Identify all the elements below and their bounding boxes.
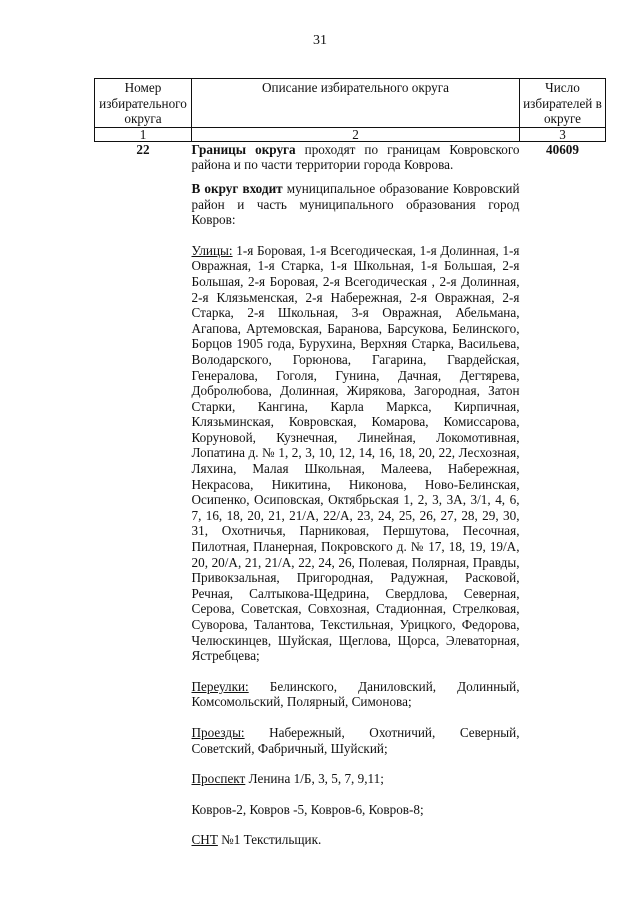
lanes-text: Белинского, Даниловский, Долинный, Комсомольский, Полярный, Симонова; xyxy=(191,678,520,710)
snt-label: СНТ xyxy=(191,832,218,848)
avenue-paragraph xyxy=(192,771,520,787)
streets-label: Улицы: xyxy=(191,242,233,258)
district-number: 22 xyxy=(136,141,150,157)
kovrov-paragraph: Ковров-2, Ковров -5, Ковров-6, Ковров-8; xyxy=(191,801,424,817)
districts-table xyxy=(94,78,606,848)
includes-paragraph xyxy=(192,181,520,228)
avenue-text: Ленина 1/Б, 3, 5, 7, 9,11; xyxy=(245,771,384,787)
borders-label: Границы округа xyxy=(191,141,296,157)
includes-label: В округ входит xyxy=(191,180,283,196)
header-district-description: Описание избирательного округа xyxy=(192,79,520,128)
voter-count: 40609 xyxy=(546,141,579,157)
passages-label: Проезды: xyxy=(191,724,245,740)
streets-paragraph xyxy=(192,243,520,664)
snt-text: №1 Текстильщик. xyxy=(217,832,322,848)
passages-text: Набережный, Охотничий, Северный, Советский, Фабричный, Шуйский; xyxy=(191,724,520,756)
includes-text: муниципальное образование Ковровский район и часть муниципального образования город Ковров: xyxy=(191,180,520,228)
lanes-paragraph xyxy=(192,679,520,710)
table-row xyxy=(95,141,606,848)
streets-text: 1-я Боровая, 1-я Всегодическая, 1-я Долинная, 1-я Овражная, 1-я Старка, 1-я Школьная, 1-я Большая, 2-я Большая, 2-я Боровая, 2-я Всегодическая , 2-я Долинная, 2-я Клязьменская, 2-я Набережная, 2-я Овражная, 2-я Старка, 2-я Школьная, 3-я Овражная, Абельмана, Агапова, Артемовская, Баранова, Барсукова, Белинского, Борцов 1905 года, Бурухина, Верхняя Старка, Васильева, Володарского, Горюнова, Гагарина, Гвардейская, Генералова, Гоголя, Гунина, Дачная, Дегтярева, Добролюбова, Долинная, Жирякова, Загородная, Затон Старки, Кангина, Карла Маркса, Кирпичная, Клязьминская, Ковровская, Комарова, Комиссарова, Коруновой, Кузнечная, Линейная, Локомотивная, Лопатина д. № 1, 2, 3, 10, 12, 14, 16, 18, 20, 22, Лесхозная, Ляхина, Малая Школьная, Малеева, Набережная, Некрасова, Никитина, Никонова, Ново-Белинская, Осипенко, Осиповская, Октябрьская 1, 2, 3, 3А, 3/1, 4, 6, 7, 16, 18, 20, 21, 21/А, 22/А, 23, 24, 25, 26, 27, 28, 29, 30, 31, Охотничья, Парниковая, Першутова, Песочная, Пилотная, Планерная, Покровского д. № 17, 18, 19, 19/А, 20, 20/А, 21, 21/А, 22, 24, 26, Полевая, Полярная, Правды, Привокзальная, Пригородная, Радужная, Расковой, Речная, Салтыкова-Щедрина, Свердлова, Северная, Серова, Советская, Совхозная, Стадионная, Стрелковая, Суворова, Талантова, Текстильная, Урицкого, Федорова, Челюскинцев, Шуйская, Щеглова, Щорса, Элеваторная, Ястребцева; xyxy=(191,242,520,664)
lanes-label: Переулки: xyxy=(191,678,249,694)
avenue-label: Проспект xyxy=(191,771,246,787)
borders-text: проходят по границам Ковровского района и по части территории города Коврова. xyxy=(191,141,520,173)
column-number-row xyxy=(95,127,606,141)
snt-paragraph xyxy=(192,832,520,848)
column-number-2: 2 xyxy=(192,127,520,141)
column-number-1: 1 xyxy=(95,127,192,141)
table-header-row xyxy=(95,79,606,128)
borders-paragraph xyxy=(192,142,520,173)
header-district-number: Номер избирательного округа xyxy=(95,79,192,128)
passages-paragraph xyxy=(192,725,520,756)
column-number-3: 3 xyxy=(520,127,606,141)
page-number: 31 xyxy=(313,33,327,48)
district-description xyxy=(192,141,520,848)
header-voter-count: Число избирателей в округе xyxy=(520,79,606,128)
